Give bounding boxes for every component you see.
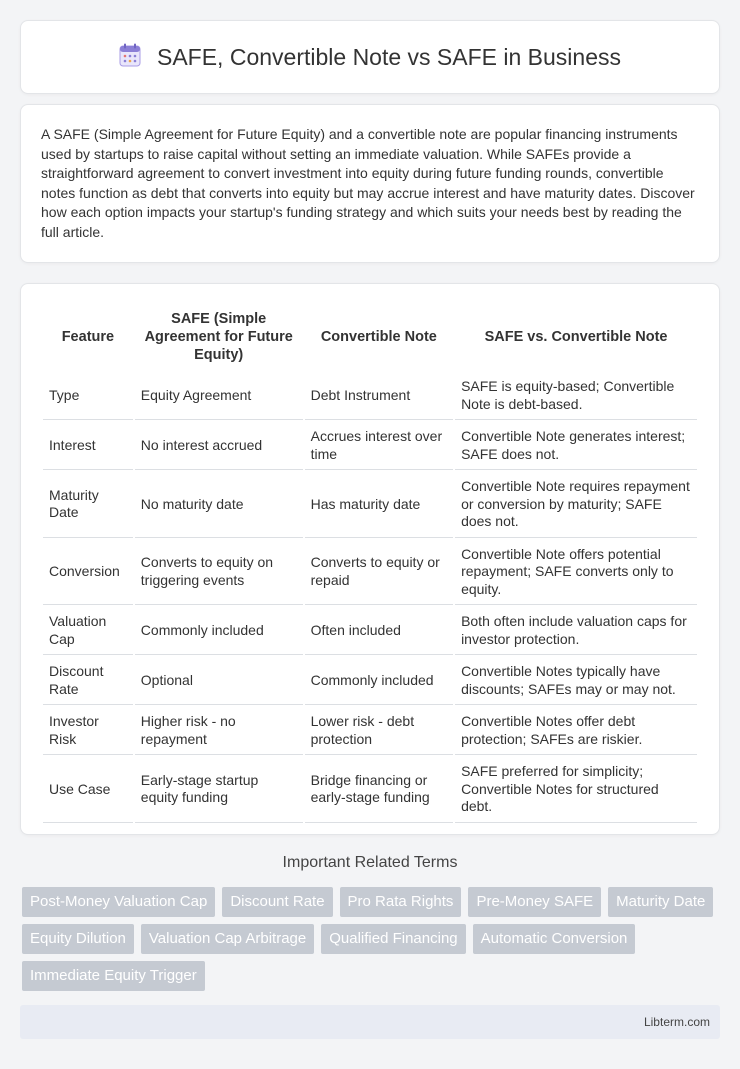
cell-convertible-note: Accrues interest over time [305, 422, 453, 470]
cell-feature: Type [43, 372, 133, 420]
cell-feature: Valuation Cap [43, 607, 133, 655]
comparison-table-card [20, 283, 720, 835]
cell-convertible-note: Often included [305, 607, 453, 655]
table-row [43, 372, 697, 420]
cell-feature: Maturity Date [43, 472, 133, 538]
cell-convertible-note: Debt Instrument [305, 372, 453, 420]
cell-comparison: Convertible Note generates interest; SAFE does not. [455, 422, 697, 470]
cell-feature: Use Case [43, 757, 133, 823]
cell-safe: Higher risk - no repayment [135, 707, 303, 755]
related-terms-title: Important Related Terms [282, 854, 458, 871]
tag-maturity-date[interactable]: Maturity Date [608, 887, 713, 917]
table-row [43, 707, 697, 755]
table-header-row [43, 304, 697, 370]
cell-comparison: Convertible Notes offer debt protection; SAFEs are riskier. [455, 707, 697, 755]
cell-safe: Early-stage startup equity funding [135, 757, 303, 823]
cell-safe: Converts to equity on triggering events [135, 540, 303, 606]
table-row [43, 757, 697, 823]
page-title: SAFE, Convertible Note vs SAFE in Business [156, 43, 622, 70]
cell-convertible-note: Bridge financing or early-stage funding [305, 757, 453, 823]
cell-safe: No maturity date [135, 472, 303, 538]
intro-paragraph: A SAFE (Simple Agreement for Future Equity) and a convertible note are popular financing instruments used by startups to raise capital without setting an immediate valuation. While SAFEs provide a straightforward agreement to convert investment into equity during future funding rounds, convertible notes function as debt that converts into equity but may accrue interest and have maturity dates. Discover how each option impacts your startup's funding strategy and which suits your needs best by reading the full article. [41, 126, 695, 240]
intro-card [20, 104, 720, 263]
cell-comparison: Convertible Notes typically have discounts; SAFEs may or may not. [455, 657, 697, 705]
table-row [43, 422, 697, 470]
footer-link[interactable]: Libterm.com [643, 1015, 710, 1029]
table-row [43, 607, 697, 655]
calendar-icon [119, 43, 141, 72]
tag-valuation-cap-arbitrage[interactable]: Valuation Cap Arbitrage [141, 924, 314, 954]
header-feature: Feature [61, 329, 115, 345]
tag-immediate-equity-trigger[interactable]: Immediate Equity Trigger [22, 961, 205, 991]
cell-convertible-note: Has maturity date [305, 472, 453, 538]
header-comparison: SAFE vs. Convertible Note [484, 329, 668, 345]
cell-feature: Interest [43, 422, 133, 470]
tag-automatic-conversion[interactable]: Automatic Conversion [473, 924, 636, 954]
tag-equity-dilution[interactable]: Equity Dilution [22, 924, 134, 954]
cell-comparison: SAFE is equity-based; Convertible Note is debt-based. [455, 372, 697, 420]
cell-comparison: Convertible Note requires repayment or conversion by maturity; SAFE does not. [455, 472, 697, 538]
cell-comparison: Convertible Note offers potential repayment; SAFE converts only to equity. [455, 540, 697, 606]
footer [20, 1005, 720, 1039]
table-row [43, 657, 697, 705]
related-terms-list [22, 887, 722, 991]
tag-discount-rate[interactable]: Discount Rate [222, 887, 332, 917]
cell-safe: Equity Agreement [135, 372, 303, 420]
cell-safe: No interest accrued [135, 422, 303, 470]
cell-safe: Optional [135, 657, 303, 705]
table-row [43, 540, 697, 606]
cell-comparison: Both often include valuation caps for investor protection. [455, 607, 697, 655]
tag-pre-money-safe[interactable]: Pre-Money SAFE [468, 887, 601, 917]
header-card [20, 20, 720, 94]
cell-safe: Commonly included [135, 607, 303, 655]
cell-convertible-note: Converts to equity or repaid [305, 540, 453, 606]
header-safe: SAFE (Simple Agreement for Future Equity) [144, 311, 293, 363]
cell-convertible-note: Lower risk - debt protection [305, 707, 453, 755]
tag-pro-rata-rights[interactable]: Pro Rata Rights [340, 887, 462, 917]
comparison-table [41, 302, 699, 825]
cell-convertible-note: Commonly included [305, 657, 453, 705]
cell-feature: Investor Risk [43, 707, 133, 755]
tag-post-money-valuation-cap[interactable]: Post-Money Valuation Cap [22, 887, 215, 917]
cell-feature: Conversion [43, 540, 133, 606]
header-convertible-note: Convertible Note [320, 329, 437, 345]
table-row [43, 472, 697, 538]
header [119, 43, 621, 72]
cell-comparison: SAFE preferred for simplicity; Convertible Notes for structured debt. [455, 757, 697, 823]
cell-feature: Discount Rate [43, 657, 133, 705]
tag-qualified-financing[interactable]: Qualified Financing [321, 924, 465, 954]
